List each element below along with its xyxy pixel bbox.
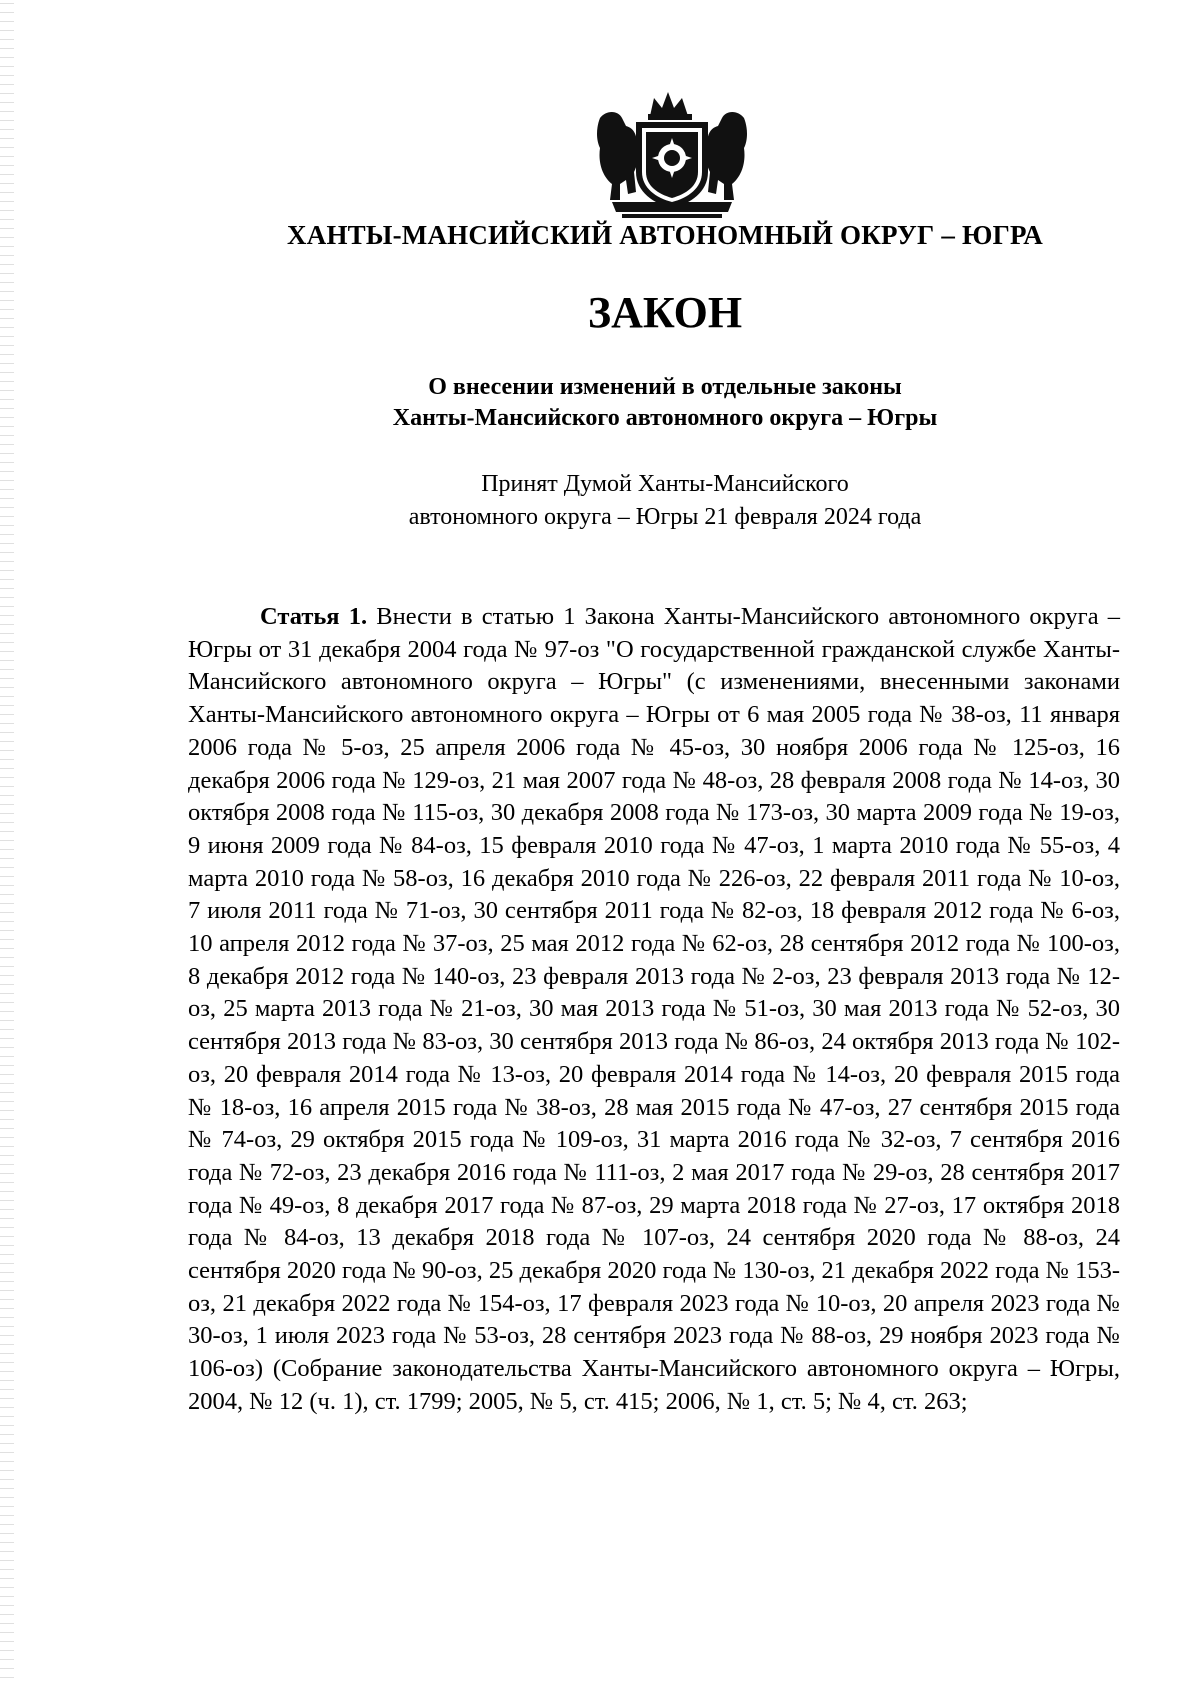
law-subject-line-1: О внесении изменений в отдельные законы	[428, 374, 902, 400]
coat-of-arms-emblem	[592, 88, 752, 223]
region-heading: ХАНТЫ-МАНСИЙСКИЙ АВТОНОМНЫЙ ОКРУГ – ЮГРА	[287, 220, 1043, 250]
article-1-text: Внести в статью 1 Закона Ханты-Мансийского автономного округа – Югры от 31 декабря 2004 года № 97-оз "О государственной гражданской службе Ханты-Мансийского автономного округа – Югры" (с изменениями, внесенными законами Ханты-Мансийского автономного округа – Югры от 6 мая 2005 года № 38-оз, 11 января 2006 года № 5-оз, 25 апреля 2006 года № 45-оз, 30 ноября 2006 года № 125-оз, 16 декабря 2006 года № 129-оз, 21 мая 2007 года № 48-оз, 28 февраля 2008 года № 14-оз, 30 октября 2008 года № 115-оз, 30 декабря 2008 года № 173-оз, 30 марта 2009 года № 19-оз, 9 июня 2009 года № 84-оз, 15 февраля 2010 года № 47-оз, 1 марта 2010 года № 55-оз, 4 марта 2010 года № 58-оз, 16 декабря 2010 года № 226-оз, 22 февраля 2011 года № 10-оз, 7 июля 2011 года № 71-оз, 30 сентября 2011 года № 82-оз, 18 февраля 2012 года № 6-оз, 10 апреля 2012 года № 37-оз, 25 мая 2012 года № 62-оз, 28 сентября 2012 года № 100-оз, 8 декабря 2012 года № 140-оз, 23 февраля 2013 года № 2-оз, 23 февраля 2013 года № 12-оз, 25 марта 2013 года № 21-оз, 30 мая 2013 года № 51-оз, 30 мая 2013 года № 52-оз, 30 сентября 2013 года № 83-оз, 30 сентября 2013 года № 86-оз, 24 октября 2013 года № 102-оз, 20 февраля 2014 года № 13-оз, 20 февраля 2014 года № 14-оз, 20 февраля 2015 года № 18-оз, 16 апреля 2015 года № 38-оз, 28 мая 2015 года № 47-оз, 27 сентября 2015 года № 74-оз, 29 октября 2015 года № 109-оз, 31 марта 2016 года № 32-оз, 7 сентября 2016 года № 72-оз, 23 декабря 2016 года № 111-оз, 2 мая 2017 года № 29-оз, 28 сентября 2017 года № 49-оз, 8 декабря 2017 года № 87-оз, 29 марта 2018 года № 27-оз, 17 октября 2018 года № 84-оз, 13 декабря 2018 года № 107-оз, 24 сентября 2020 года № 88-оз, 24 сентября 2020 года № 90-оз, 25 декабря 2020 года № 130-оз, 21 декабря 2022 года № 153-оз, 21 декабря 2022 года № 154-оз, 17 февраля 2023 года № 10-оз, 20 апреля 2023 года № 30-оз, 1 июля 2023 года № 53-оз, 28 сентября 2023 года № 88-оз, 29 ноября 2023 года № 106-оз) (Собрание законодательства Ханты-Мансийского автономного округа – Югры, 2004, № 12 (ч. 1), ст. 1799; 2005, № 5, ст. 415; 2006, № 1, ст. 5; № 4, ст. 263;	[188, 603, 1120, 1415]
adoption-note-line-2: автономного округа – Югры 21 февраля 2024 года	[408, 504, 922, 530]
article-1-paragraph	[188, 601, 1120, 1419]
adoption-note	[0, 468, 1200, 534]
document-type-title: ЗАКОН	[587, 288, 743, 337]
law-subject	[0, 372, 1200, 434]
article-1-label: Статья 1.	[260, 603, 368, 630]
law-subject-line-2: Ханты-Мансийского автономного округа – Югры	[392, 405, 938, 431]
scan-edge-artifact	[0, 0, 14, 1684]
adoption-note-line-1: Принят Думой Ханты-Мансийского	[481, 471, 849, 497]
